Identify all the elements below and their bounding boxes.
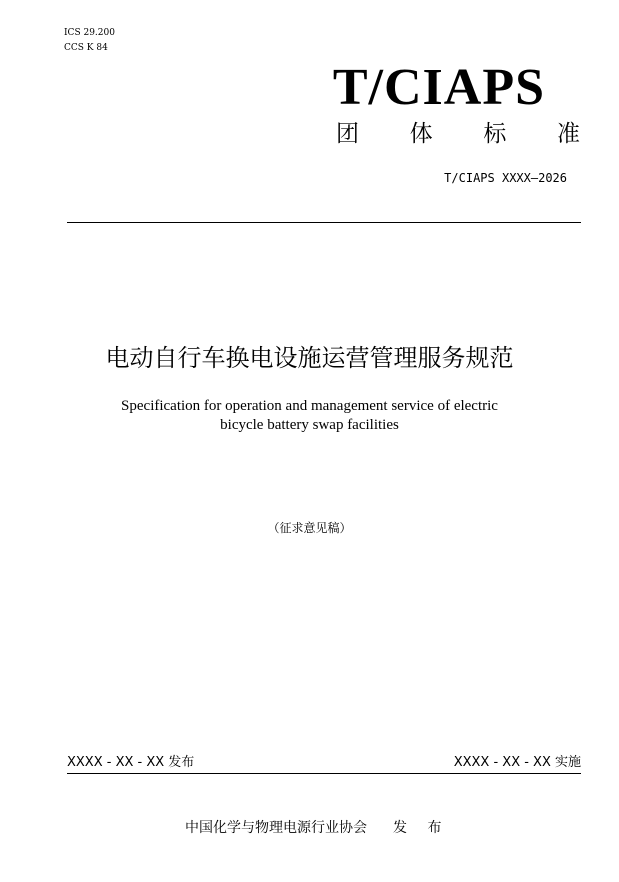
header-divider — [67, 222, 581, 223]
standard-type-char: 标 — [483, 121, 507, 147]
publisher — [185, 818, 449, 838]
footer-divider — [67, 773, 581, 774]
draft-status: （征求意见稿） — [267, 521, 352, 535]
standard-type-char: 团 — [336, 121, 359, 147]
standard-number: T/CIAPS XXXX—2026 — [444, 171, 567, 185]
standard-type — [336, 117, 580, 151]
implement-date: XXXX - XX - XX 实施 — [453, 755, 581, 770]
ccs-code: CCS K 84 — [64, 43, 108, 53]
standard-type-char: 准 — [556, 121, 580, 147]
organization-logo: T/CIAPS — [332, 59, 545, 116]
publish-date: XXXX - XX - XX 发布 — [67, 755, 195, 770]
publisher-name: 中国化学与物理电源行业协会 — [185, 820, 367, 836]
publisher-action: 发 布 — [393, 820, 450, 836]
document-title-english: Specification for operation and management service of electric bicycle battery swap facilities — [121, 398, 498, 433]
ics-code: ICS 29.200 — [64, 28, 115, 38]
standard-type-char: 体 — [409, 121, 433, 147]
document-title-chinese: 电动自行车换电设施运营管理服务规范 — [105, 344, 514, 372]
